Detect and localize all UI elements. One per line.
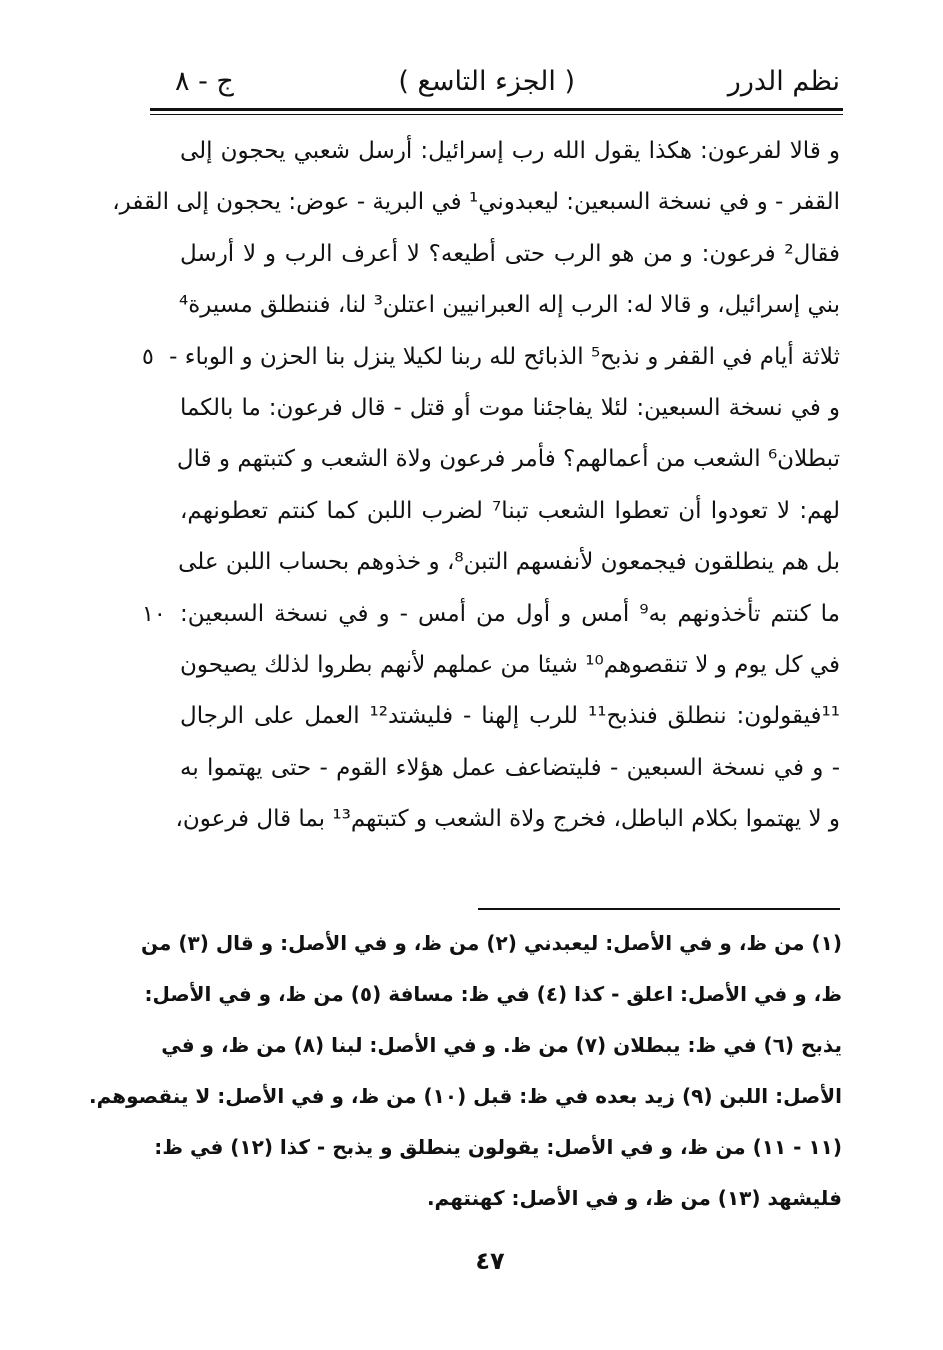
footnote-line: (١١ - ١١) من ظ، و في الأصل: يقولون ينطلق و يذبح - كذا (١٢) في ظ: — [154, 1135, 842, 1159]
text-line: ما كنتم تأخذونهم به⁹ أمس و أول من أمس - و في نسخة السبعين: ١٠ — [180, 589, 840, 640]
volume-label: ج - ٨ — [175, 66, 234, 97]
page-number: ٤٧ — [475, 1247, 505, 1275]
footnote-line: فليشهد (١٣) من ظ، و في الأصل: كهنتهم. — [426, 1186, 842, 1210]
line-number: ١٠ — [142, 601, 166, 627]
footnote-rule — [478, 908, 840, 910]
footnote-line: (١) من ظ، و في الأصل: ليعبدني (٢) من ظ، و في الأصل: و قال (٣) من — [141, 931, 842, 955]
line-number: ٥ — [142, 344, 154, 370]
text-line: - و في نسخة السبعين - فليتضاعف عمل هؤلاء القوم - حتى يهتموا به — [180, 754, 840, 781]
text-line: ¹¹فيقولون: ننطلق فنذبح¹¹ للرب إلهنا - فليشتد¹² العمل على الرجال — [180, 703, 840, 730]
book-title: نظم الدرر — [727, 66, 840, 97]
footnote-line: يذبح (٦) في ظ: يبطلان (٧) من ظ. و في الأصل: لبنا (٨) من ظ، و في — [161, 1033, 842, 1057]
footnotes — [88, 918, 842, 1224]
header-rule — [150, 108, 843, 115]
running-header — [150, 62, 840, 104]
text-line: في كل يوم و لا تنقصوهم¹⁰ شيئا من عملهم لأنهم بطروا لذلك يصيحون — [180, 651, 840, 678]
text-line: و قالا لفرعون: هكذا يقول الله رب إسرائيل: أرسل شعبي يحجون إلى — [180, 138, 840, 164]
text-line: القفر - و في نسخة السبعين: ليعبدوني¹ في البرية - عوض: يحجون إلى القفر، — [112, 189, 840, 216]
text-line: و في نسخة السبعين: لئلا يفاجئنا موت أو قتل - قال فرعون: ما بالكما — [180, 394, 840, 421]
text-line: ثلاثة أيام في القفر و نذبح⁵ الذبائح لله ربنا لكيلا ينزل بنا الحزن و الوباء - ٥ — [180, 332, 840, 383]
text-line: بني إسرائيل، و قالا له: الرب إله العبرانيين اعتلن³ لنا، فننطلق مسيرة⁴ — [178, 292, 840, 319]
footnote-line: الأصل: اللبن (٩) زيد بعده في ظ: قبل (١٠) من ظ، و في الأصل: لا ينقصوهم. — [88, 1084, 842, 1108]
text-line: تبطلان⁶ الشعب من أعمالهم؟ فأمر فرعون ولاة الشعب و كتبتهم و قال — [176, 446, 840, 473]
text-line: بل هم ينطلقون فيجمعون لأنفسهم التبن⁸، و خذوهم بحساب اللبن على — [178, 549, 840, 576]
footnote-line: ظ، و في الأصل: اعلق - كذا (٤) في ظ: مسافة (٥) من ظ، و في الأصل: — [144, 982, 842, 1006]
part-title: ( الجزء التاسع ) — [398, 66, 575, 97]
text-line: فقال² فرعون: و من هو الرب حتى أطيعه؟ لا أعرف الرب و لا أرسل — [180, 240, 840, 267]
text-line: و لا يهتموا بكلام الباطل، فخرج ولاة الشعب و كتبتهم¹³ بما قال فرعون، — [175, 806, 840, 833]
main-text — [112, 126, 841, 845]
text-line: لهم: لا تعودوا أن تعطوا الشعب تبنا⁷ لضرب اللبن كما كنتم تعطونهم، — [180, 497, 841, 524]
